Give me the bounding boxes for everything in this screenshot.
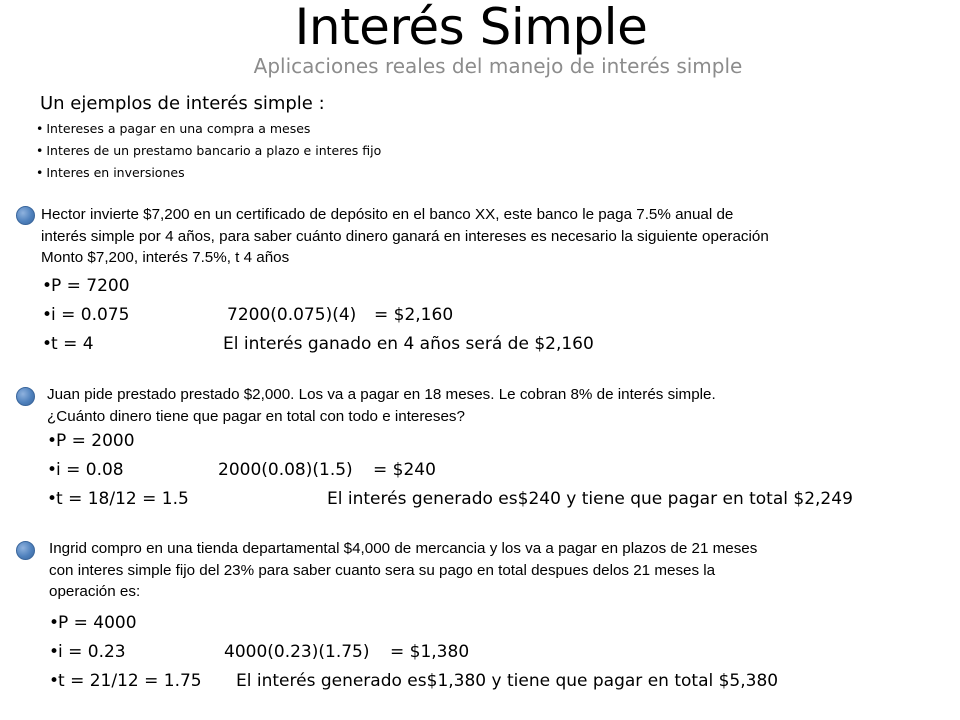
- problem-line: con interes simple fijo del 23% para saber cuanto sera su pago en total despues delos 21 meses la: [49, 561, 716, 579]
- conclusion: El interés ganado en 4 años será de $2,160: [223, 334, 594, 354]
- formula: 7200(0.075)(4): [227, 305, 357, 325]
- formula-result: = $240: [373, 460, 436, 480]
- bullet-circle-icon: [16, 541, 35, 560]
- time-row: •t = 18/12 = 1.5 El interés generado es$240 y tiene que pagar en total $2,249: [47, 489, 853, 509]
- principal-row: •P = 2000: [47, 431, 135, 451]
- problem-line: interés simple por 4 años, para saber cuánto dinero ganará en intereses es necesario la siguiente operación: [41, 227, 769, 245]
- intro-item: • Interes de un prestamo bancario a plazo e interes fijo: [36, 140, 381, 162]
- principal-value: P = 4000: [58, 613, 137, 633]
- principal-row: •P = 4000: [49, 613, 137, 633]
- intro-item: • Intereses a pagar en una compra a meses: [36, 118, 381, 140]
- formula-result: = $2,160: [374, 305, 454, 325]
- slide-title: Interés Simple: [294, 0, 648, 56]
- time-value: t = 21/12 = 1.75: [58, 671, 202, 691]
- rate-value: i = 0.08: [56, 460, 124, 480]
- rate-row: •i = 0.075 7200(0.075)(4) = $2,160: [42, 305, 454, 325]
- problem-line: Monto $7,200, interés 7.5%, t 4 años: [41, 249, 290, 266]
- rate-value: i = 0.075: [51, 305, 130, 325]
- problem-line: ¿Cuánto dinero tiene que pagar en total con todo e intereses?: [47, 407, 465, 425]
- principal-value: P = 2000: [56, 431, 135, 451]
- rate-row: •i = 0.23 4000(0.23)(1.75) = $1,380: [49, 642, 470, 662]
- problem-line: operación es:: [49, 583, 141, 600]
- rate-value: i = 0.23: [58, 642, 126, 662]
- conclusion: El interés generado es$1,380 y tiene que pagar en total $5,380: [236, 671, 779, 691]
- conclusion: El interés generado es$240 y tiene que pagar en total $2,249: [327, 489, 853, 509]
- time-value: t = 4: [51, 334, 94, 354]
- intro-item: • Interes en inversiones: [36, 162, 381, 184]
- problem-statement: [49, 538, 757, 603]
- principal-value: P = 7200: [51, 276, 130, 296]
- rate-row: •i = 0.08 2000(0.08)(1.5) = $240: [47, 460, 436, 480]
- time-row: •t = 21/12 = 1.75 El interés generado es$1,380 y tiene que pagar en total $5,380: [49, 671, 779, 691]
- bullet-circle-icon: [16, 206, 35, 225]
- intro-heading: Un ejemplos de interés simple :: [40, 93, 325, 114]
- problem-line: Juan pide prestado prestado $2,000. Los va a pagar en 18 meses. Le cobran 8% de interés simple.: [47, 386, 716, 403]
- problem-statement: [41, 204, 769, 269]
- principal-row: •P = 7200: [42, 276, 130, 296]
- formula: 2000(0.08)(1.5): [218, 460, 353, 480]
- problem-line: Hector invierte $7,200 en un certificado de depósito en el banco XX, este banco le paga 7.5% anual de: [41, 206, 734, 223]
- formula: 4000(0.23)(1.75): [224, 642, 370, 662]
- bullet-circle-icon: [16, 387, 35, 406]
- intro-list: [36, 118, 381, 184]
- problem-line: Ingrid compro en una tienda departamental $4,000 de mercancia y los va a pagar en plazos de 21 meses: [49, 540, 758, 557]
- slide-subtitle: Aplicaciones reales del manejo de interés simple: [253, 54, 743, 78]
- time-row: •t = 4 El interés ganado en 4 años será de $2,160: [42, 334, 594, 354]
- time-value: t = 18/12 = 1.5: [56, 489, 189, 509]
- formula-result: = $1,380: [390, 642, 470, 662]
- problem-statement: [47, 384, 716, 427]
